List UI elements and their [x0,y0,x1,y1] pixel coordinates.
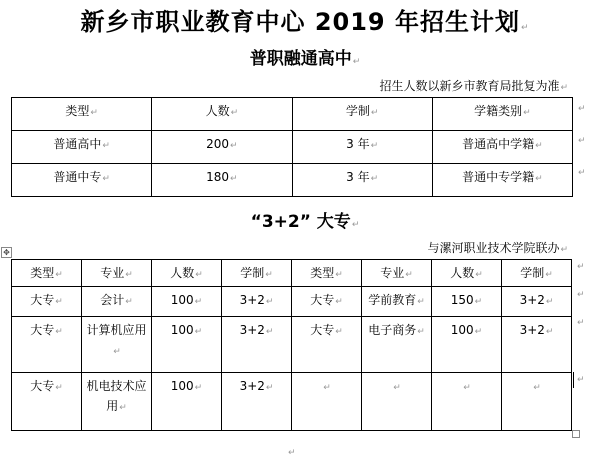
text-cursor [573,372,574,388]
table-move-handle-icon[interactable]: ✥ [1,247,12,258]
table-cell[interactable]: ↵ [502,373,572,431]
header-cell[interactable]: 人数↵ [432,260,502,287]
table-cell[interactable]: 100↵ [432,317,502,373]
table-cell[interactable]: 学前教育↵ [362,287,432,317]
row-end-mark: ↵ [578,168,586,178]
college-3plus2-table [11,259,572,431]
table-row [12,287,572,317]
section2-heading: “3+2” 大专↵ [250,212,360,232]
header-cell[interactable]: 学制↵ [292,98,432,131]
table-cell[interactable]: 3+2↵ [502,287,572,317]
header-cell[interactable]: 专业↵ [82,260,152,287]
table-cell[interactable]: 大专↵ [12,317,82,373]
table-cell[interactable]: 100↵ [152,317,222,373]
table-cell[interactable]: 普通高中学籍↵ [432,131,572,164]
header-cell[interactable]: 类型↵ [12,260,82,287]
table-cell[interactable]: 150↵ [432,287,502,317]
header-cell[interactable]: 类型↵ [12,98,152,131]
table-cell[interactable]: 3+2↵ [222,287,292,317]
table-cell[interactable]: 100↵ [152,373,222,431]
table-cell[interactable]: 大专↵ [12,287,82,317]
row-end-mark: ↵ [577,318,585,328]
table-cell[interactable]: 100↵ [152,287,222,317]
row-end-mark: ↵ [577,375,585,385]
table-cell[interactable]: 普通高中↵ [12,131,152,164]
table-cell[interactable]: 计算机应用↵ [82,317,152,373]
header-cell[interactable]: 学制↵ [222,260,292,287]
row-end-mark: ↵ [578,104,586,114]
table-row [12,164,573,197]
header-cell[interactable]: 学制↵ [502,260,572,287]
table-cell[interactable]: 200↵ [152,131,292,164]
row-end-mark: ↵ [578,136,586,146]
table-cell[interactable]: ↵ [432,373,502,431]
table-cell[interactable]: 机电技术应用↵ [82,373,152,431]
table-cell[interactable]: 会计↵ [82,287,152,317]
row-end-mark: ↵ [577,290,585,300]
section1-heading: 普职融通高中↵ [249,49,361,69]
table-cell[interactable]: 普通中专↵ [12,164,152,197]
header-cell[interactable]: 人数↵ [152,260,222,287]
table-header-row [12,260,572,287]
table-row [12,317,572,373]
header-cell[interactable]: 类型↵ [292,260,362,287]
header-cell[interactable]: 专业↵ [362,260,432,287]
table-cell[interactable]: ↵ [292,373,362,431]
table-header-row [12,98,573,131]
section1-note: 招生人数以新乡市教育局批复为准↵ [379,79,568,93]
section2-note: 与漯河职业技术学院联办↵ [427,241,568,255]
general-high-school-table [11,97,573,197]
row-end-mark: ↵ [577,262,585,272]
table-cell[interactable]: 3+2↵ [502,317,572,373]
table-cell[interactable]: 180↵ [152,164,292,197]
table-cell[interactable]: 大专↵ [292,287,362,317]
header-cell[interactable]: 学籍类别↵ [432,98,572,131]
table-resize-handle-icon[interactable] [572,430,580,438]
table-cell[interactable]: 电子商务↵ [362,317,432,373]
header-cell[interactable]: 人数↵ [152,98,292,131]
table-row [12,131,573,164]
table-cell[interactable]: 大专↵ [292,317,362,373]
table-cell[interactable]: 3+2↵ [222,317,292,373]
table-cell[interactable]: ↵ [362,373,432,431]
document-title: 新乡市职业教育中心 2019 年招生计划↵ [80,8,530,36]
paragraph-mark: ↵ [288,448,296,458]
table-row [12,373,572,431]
table-cell[interactable]: 3 年↵ [292,131,432,164]
table-cell[interactable]: 3+2↵ [222,373,292,431]
table-cell[interactable]: 3 年↵ [292,164,432,197]
table-cell[interactable]: 普通中专学籍↵ [432,164,572,197]
table-cell[interactable]: 大专↵ [12,373,82,431]
